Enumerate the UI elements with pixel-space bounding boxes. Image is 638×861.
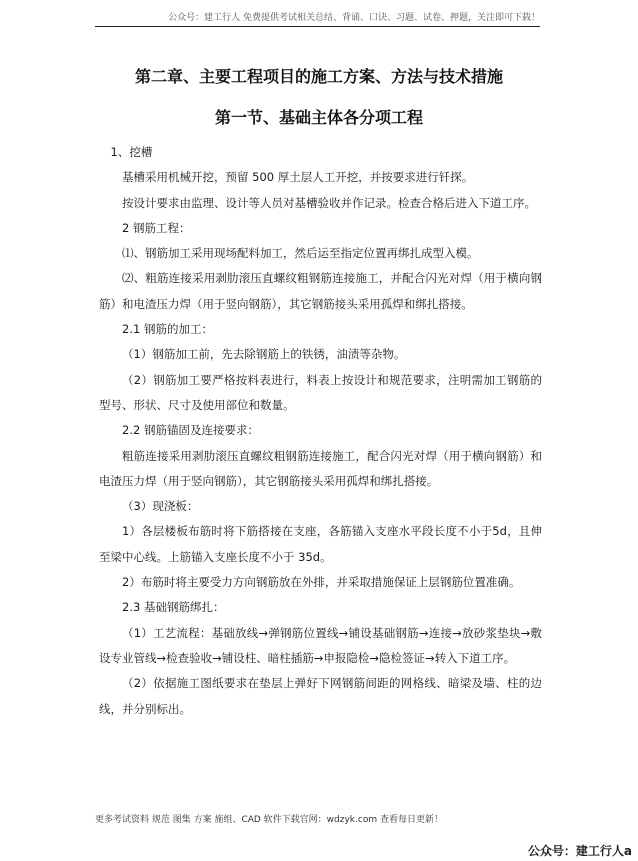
page-footer: 更多考试资料 规范 图集 方案 施组、CAD 软件下载官网：wdzyk.com 查看每日更新！	[95, 815, 443, 825]
paragraph: ⑵、粗筋连接采用剥肋滚压直螺纹粗钢筋连接施工，并配合闪光对焊（用于横向钢筋）和电渣压力焊（用于竖向钢筋），其它钢筋接头采用孤焊和绑扎搭接。	[99, 271, 542, 311]
section-title: 第一节、基础主体各分项工程	[214, 108, 423, 127]
paragraph: 2.1 钢筋的加工：	[122, 322, 213, 337]
chapter-title: 第二章、主要工程项目的施工方案、方法与技术措施	[134, 67, 503, 86]
paragraph: 1）各层楼板布筋时将下筋搭接在支座，各筋锚入支座水平段长度不小于5d，且伸至梁中心线。上筋锚入支座长度不小于 35d。	[99, 524, 542, 564]
paragraph: ⑴、钢筋加工采用现场配料加工，然后运至指定位置再绑扎成型入模。	[122, 246, 479, 261]
paragraph: （1）工艺流程：基础放线→弹钢筋位置线→铺设基础钢筋→连接→放砂浆垫块→敷设专业管线→检查验收→铺设柱、暗柱插筋→申报隐检→隐检签证→转入下道工序。	[99, 625, 542, 665]
paragraph: 基槽采用机械开挖，预留 500 厚土层人工开挖，并按要求进行钎探。	[122, 170, 474, 185]
paragraph: 1、挖槽	[110, 145, 153, 159]
paragraph: （2）钢筋加工要严格按料表进行，料表上按设计和规范要求，注明需加工钢筋的型号、形状、尺寸及使用部位和数量。	[99, 372, 542, 412]
watermark-text: 公众号：建工行人a	[527, 844, 632, 858]
page-header: 公众号：建工行人 免费提供考试相关总结、背诵、口诀、习题、试卷、押题，关注即可下载！	[95, 10, 540, 27]
paragraph: 粗筋连接采用剥肋滚压直螺纹粗钢筋连接施工，配合闪光对焊（用于横向钢筋）和电渣压力焊（用于竖向钢筋），其它钢筋接头采用孤焊和绑扎搭接。	[99, 448, 542, 488]
paragraph: 按设计要求由监理、设计等人员对基槽验收并作记录。检查合格后进入下道工序。	[122, 195, 536, 210]
paragraph: 2.3 基础钢筋绑扎：	[122, 600, 225, 615]
paragraph: （3）现浇板：	[122, 499, 199, 514]
paragraph: （2）依据施工图纸要求在垫层上弹好下网钢筋间距的网格线、暗梁及墙、柱的边线，并分别标出。	[99, 676, 542, 716]
paragraph: （1）钢筋加工前，先去除钢筋上的铁锈，油渍等杂物。	[122, 347, 406, 362]
body-text	[99, 140, 542, 722]
paragraph: 2.2 钢筋锚固及连接要求：	[122, 423, 259, 438]
paragraph: 2）布筋时将主要受力方向钢筋放在外排，并采取措施保证上层钢筋位置准确。	[122, 575, 521, 590]
paragraph: 2 钢筋工程：	[122, 220, 191, 235]
